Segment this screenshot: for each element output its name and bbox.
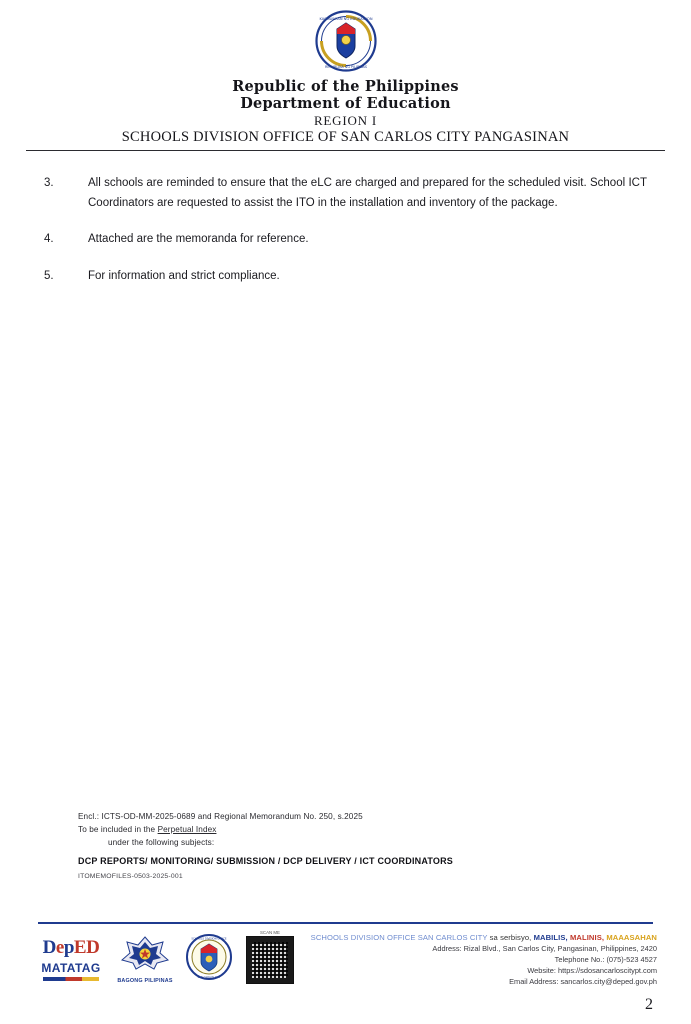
footer-address-row (311, 943, 657, 954)
header-divider (26, 150, 665, 151)
deped-letter-d: D (42, 937, 56, 958)
matatag-wordmark: MATATAG (41, 961, 101, 975)
svg-text:REPUBLIKA NG PILIPINAS: REPUBLIKA NG PILIPINAS (324, 65, 367, 70)
deped-wordmark (38, 938, 104, 957)
deped-letter-p: p (63, 937, 74, 958)
index-note-prefix: To be included in the (78, 825, 158, 834)
letterhead-department: Department of Education (240, 95, 451, 112)
deped-letter-e: e (55, 937, 64, 958)
svg-text:SCHOOLS DIVISION OFFICE: SCHOOLS DIVISION OFFICE (191, 937, 227, 941)
footer-contact-block (311, 930, 657, 987)
letterhead-office: SCHOOLS DIVISION OFFICE OF SAN CARLOS CITY PANGASINAN (121, 129, 570, 145)
footer-website-value[interactable]: https://sdosancarloscitypt.com (558, 966, 657, 975)
footer-email-value[interactable]: sancarlos.city@deped.gov.ph (560, 977, 657, 986)
matatag-color-bar (43, 977, 99, 981)
paragraph-text: Attached are the memoranda for reference. (88, 233, 309, 245)
document-body (0, 174, 691, 286)
footer-telephone-value: (075)-523 4527 (606, 955, 657, 964)
footer-divider (38, 922, 653, 924)
paragraph (44, 230, 647, 250)
file-code: ITOMEMOFILES-0503-2025-001 (78, 873, 183, 880)
footer-service-text: sa serbisyo, (489, 933, 532, 942)
subjects-list: DCP REPORTS/ MONITORING/ SUBMISSION / DCP DELIVERY / ICT COORDINATORS (78, 856, 454, 866)
letterhead-region: REGION I (313, 113, 378, 128)
footer-mabilis: MABILIS, (533, 933, 568, 942)
footer-website-label: Website: (527, 966, 556, 975)
svg-text:SAN CARLOS CITY: SAN CARLOS CITY (197, 976, 221, 979)
index-note (78, 823, 618, 836)
bagong-pilipinas-icon (116, 935, 174, 984)
subjects-intro: under the following subjects: (108, 838, 215, 847)
footer-maaasahan: MAAASAHAN (606, 933, 657, 942)
footer-office-name: SCHOOLS DIVISION OFFICE SAN CARLOS CITY (310, 933, 488, 942)
paragraph-text: For information and strict compliance. (88, 269, 280, 282)
footer-website-row (311, 965, 657, 976)
footer-tagline (311, 932, 657, 943)
paragraph-number: 3. (44, 177, 54, 189)
paragraph-text: All schools are reminded to ensure that the eLC are charged and prepared for the scheduled visit. School ICT Coordinators are requested to assist the ITO in the installation and inventory of the package. (88, 177, 647, 209)
paragraph (44, 174, 647, 213)
paragraph-number: 4. (44, 233, 54, 245)
qr-caption: SCAN ME (259, 929, 280, 935)
page-number: 2 (645, 996, 653, 1013)
footer-band (38, 930, 657, 1002)
footer-malinis: MALINIS, (569, 933, 605, 942)
footer-telephone-row (311, 954, 657, 965)
qr-code-icon (246, 929, 294, 984)
footer-address-value: Rizal Blvd., San Carlos City, Pangasinan, Philippines, 2420 (463, 944, 657, 953)
bagong-pilipinas-caption: BAGONG PILIPINAS (117, 978, 173, 984)
deped-logo (38, 938, 104, 981)
deped-letter-ed: ED (73, 937, 100, 958)
letterhead-republic: Republic of the Philippines (232, 78, 459, 95)
sdo-san-carlos-seal-icon (186, 934, 234, 985)
footer-telephone-label: Telephone No.: (554, 955, 605, 964)
index-note-link: Perpetual Index (157, 825, 217, 834)
footer-email-row (311, 976, 657, 987)
footer-address-label: Address: (432, 944, 462, 953)
footer-logos (38, 930, 294, 985)
paragraph (44, 267, 647, 287)
paragraph-number: 5. (44, 269, 54, 282)
svg-text:KAGAWARAN NG EDUKASYON: KAGAWARAN NG EDUKASYON (318, 16, 373, 21)
footer-notes (78, 810, 618, 880)
qr-pattern (252, 942, 288, 978)
enclosure-note: Encl.: ICTS-OD-MM-2025-0689 and Regional Memorandum No. 250, s.2025 (78, 812, 363, 821)
deped-seal-icon (315, 10, 377, 72)
footer-email-label: Email Address: (509, 977, 559, 986)
letterhead (0, 0, 691, 151)
